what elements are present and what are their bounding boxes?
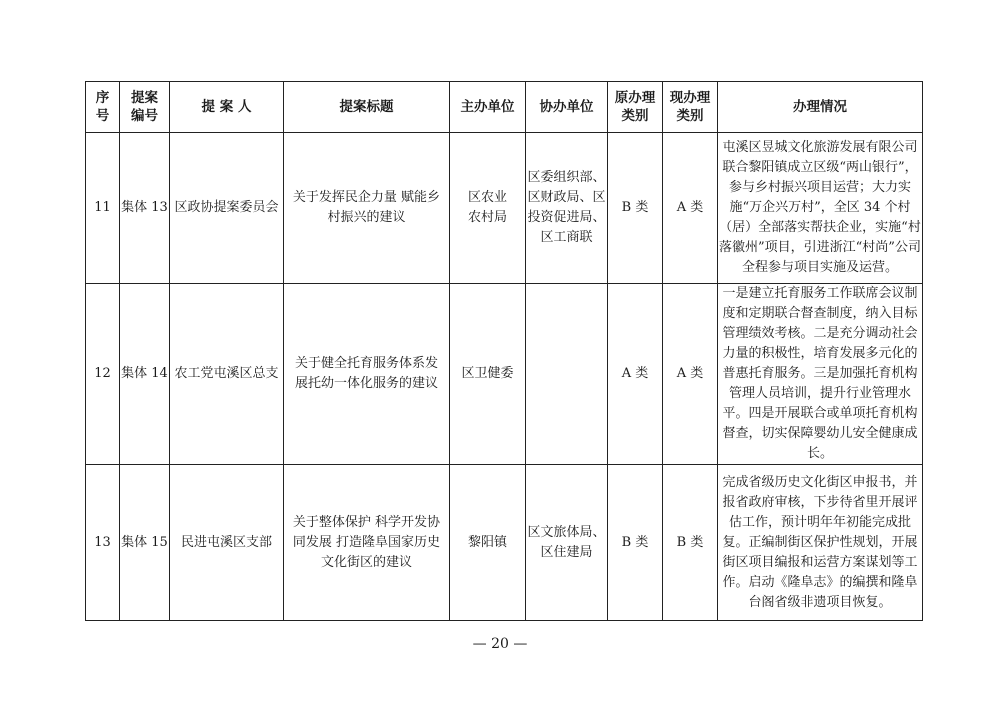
table-row <box>86 465 923 621</box>
cell-title: 关于发挥民企力量 赋能乡村振兴的建议 <box>284 133 450 284</box>
header-lead-unit: 主办单位 <box>450 82 526 133</box>
cell-status: 一是建立托育服务工作联席会议制度和定期联合督查制度，纳入目标管理绩效考核。二是充分调动社会力量的积极性，培育发展多元化的普惠托育服务。三是加强托育机构管理人员培训，提升行业管理水平。四是开展联合或单项托育机构督查，切实保障婴幼儿安全健康成长。 <box>718 284 923 465</box>
cell-curr-category: A 类 <box>663 284 718 465</box>
cell-code: 集体 14 <box>120 284 170 465</box>
header-seq: 序号 <box>86 82 120 133</box>
cell-orig-category: B 类 <box>608 465 663 621</box>
cell-seq: 13 <box>86 465 120 621</box>
cell-coop-unit: 区文旅体局、区住建局 <box>526 465 608 621</box>
header-orig-category: 原办理类别 <box>608 82 663 133</box>
cell-curr-category: A 类 <box>663 133 718 284</box>
cell-curr-category: B 类 <box>663 465 718 621</box>
table-row <box>86 133 923 284</box>
cell-lead-unit: 区卫健委 <box>450 284 526 465</box>
table-row <box>86 284 923 465</box>
cell-seq: 12 <box>86 284 120 465</box>
cell-lead-unit: 黎阳镇 <box>450 465 526 621</box>
cell-proposer: 区政协提案委员会 <box>170 133 284 284</box>
cell-seq: 11 <box>86 133 120 284</box>
cell-coop-unit <box>526 284 608 465</box>
cell-lead-unit: 区农业农村局 <box>450 133 526 284</box>
cell-title: 关于健全托育服务体系发展托幼一体化服务的建议 <box>284 284 450 465</box>
cell-orig-category: A 类 <box>608 284 663 465</box>
cell-code: 集体 13 <box>120 133 170 284</box>
page-number: — 20 — <box>472 636 528 652</box>
cell-title: 关于整体保护 科学开发协同发展 打造隆阜国家历史文化街区的建议 <box>284 465 450 621</box>
header-coop-unit: 协办单位 <box>526 82 608 133</box>
header-proposer: 提 案 人 <box>170 82 284 133</box>
proposal-table <box>85 81 923 621</box>
cell-status: 屯溪区昱城文化旅游发展有限公司联合黎阳镇成立区级“两山银行”，参与乡村振兴项目运营；大力实施“万企兴万村”，全区 34 个村（居）全部落实帮扶企业，实施“村落徽州”项目，引进浙江“村尚”公司全程参与项目实施及运营。 <box>718 133 923 284</box>
cell-orig-category: B 类 <box>608 133 663 284</box>
header-code: 提案编号 <box>120 82 170 133</box>
header-row <box>86 82 923 133</box>
header-curr-category: 现办理类别 <box>663 82 718 133</box>
cell-code: 集体 15 <box>120 465 170 621</box>
header-title: 提案标题 <box>284 82 450 133</box>
cell-coop-unit: 区委组织部、区财政局、区投资促进局、区工商联 <box>526 133 608 284</box>
header-status: 办理情况 <box>718 82 923 133</box>
cell-status: 完成省级历史文化街区申报书，并报省政府审核，下步待省里开展评估工作，预计明年年初能完成批复。正编制街区保护性规划，开展街区项目编报和运营方案谋划等工作。启动《隆阜志》的编撰和隆阜台阁省级非遗项目恢复。 <box>718 465 923 621</box>
cell-proposer: 民进屯溪区支部 <box>170 465 284 621</box>
cell-proposer: 农工党屯溪区总支 <box>170 284 284 465</box>
